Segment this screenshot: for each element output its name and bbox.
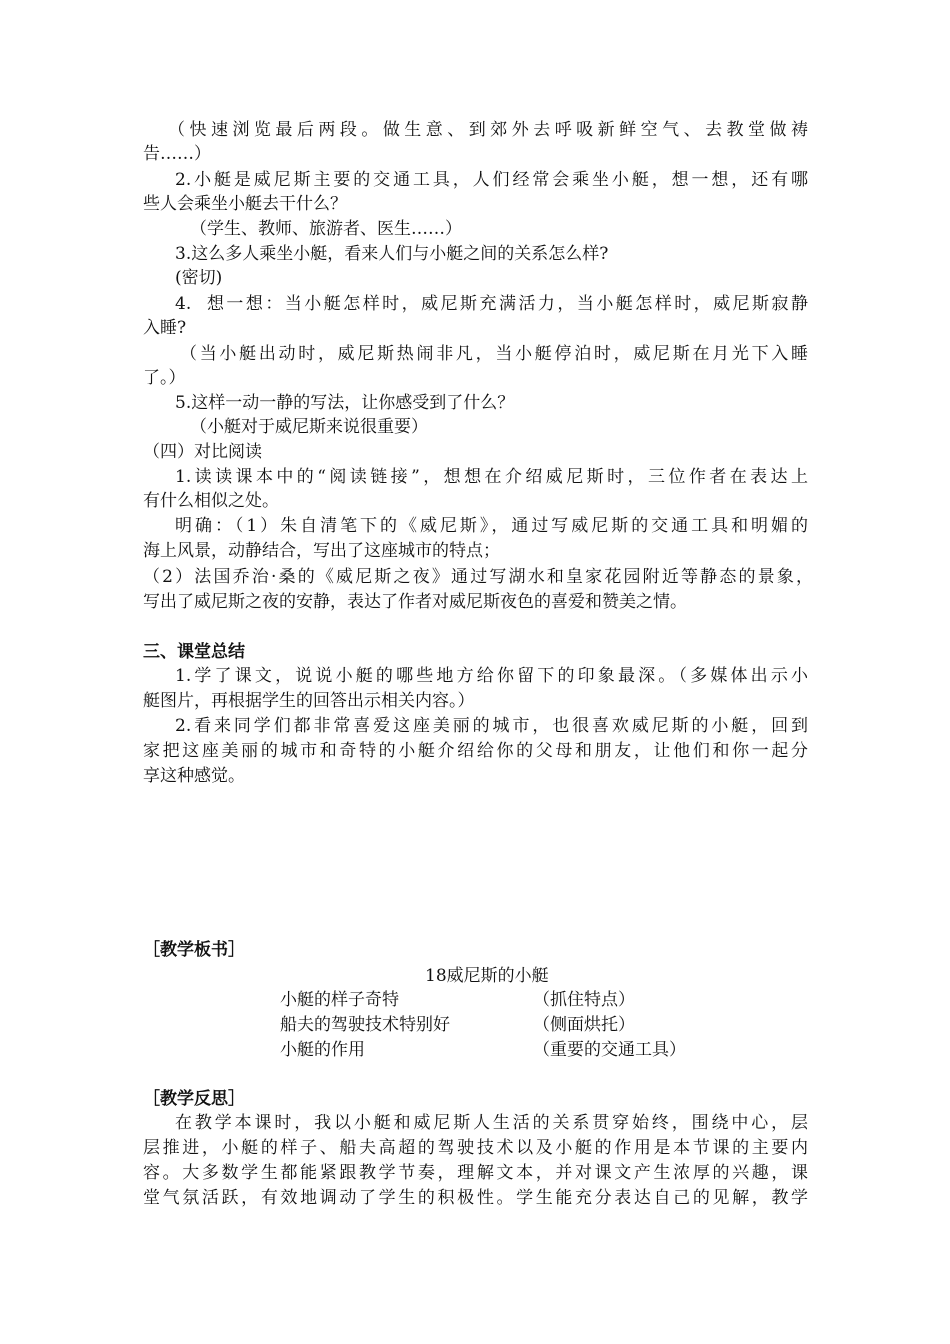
clarify-line-2: 海上风景，动静结合，写出了这座城市的特点；: [143, 541, 500, 561]
question-4-answer-line-2: 了。）: [143, 368, 186, 388]
question-5-answer: （小艇对于威尼斯来说很重要）: [190, 417, 428, 437]
board-row-3-left: 小艇的作用: [280, 1040, 365, 1060]
question-3: 3.这么多人乘坐小艇，看来人们与小艇之间的关系怎么样?: [175, 244, 609, 264]
summary-item-2-line-1: 2.看来同学们都非常喜爱这座美丽的城市，也很喜欢威尼斯的小艇，回到: [175, 716, 808, 736]
compare-question-line-1: 1.读读课本中的“阅读链接”，想想在介绍威尼斯时，三位作者在表达上: [175, 467, 808, 487]
q1-answer-line-1: （快速浏览最后两段。做生意、到郊外去呼吸新鲜空气、去教堂做祷: [168, 120, 808, 140]
reflection-heading: ［教学反思］: [143, 1089, 245, 1109]
summary-item-1-line-1: 1.学了课文，说说小艇的哪些地方给你留下的印象最深。（多媒体出示小: [175, 666, 808, 686]
q1-answer-line-2: 告……）: [143, 144, 211, 164]
reflection-line-2: 层推进，小艇的样子、船夫高超的驾驶技术以及小艇的作用是本节课的主要内: [143, 1138, 808, 1158]
board-row-3-right: （重要的交通工具）: [533, 1040, 686, 1060]
question-2-answer: （学生、教师、旅游者、医生……）: [190, 219, 462, 239]
reflection-line-4: 堂气氛活跃，有效地调动了学生的积极性。学生能充分表达自己的见解，教学: [143, 1188, 808, 1208]
board-row-1-left: 小艇的样子奇特: [280, 990, 399, 1010]
question-2-line-1: 2.小艇是威尼斯主要的交通工具，人们经常会乘坐小艇，想一想，还有哪: [175, 170, 808, 190]
clarify-line-1: 明确：（1）朱自清笔下的《威尼斯》，通过写威尼斯的交通工具和明媚的: [175, 516, 808, 536]
board-heading: ［教学板书］: [143, 940, 245, 960]
board-row-1-right: （抓住特点）: [533, 990, 635, 1010]
question-4-line-1: 4. 想一想：当小艇怎样时，威尼斯充满活力，当小艇怎样时，威尼斯寂静: [175, 294, 808, 314]
summary-item-2-line-2: 家把这座美丽的城市和奇特的小艇介绍给你的父母和朋友，让他们和你一起分: [143, 741, 808, 761]
board-row-2-left: 船夫的驾驶技术特别好: [280, 1015, 450, 1035]
reflection-line-1: 在教学本课时，我以小艇和威尼斯人生活的关系贯穿始终，围绕中心，层: [175, 1113, 808, 1133]
reflection-line-3: 容。大多数学生都能紧跟教学节奏，理解文本，并对课文产生浓厚的兴趣，课: [143, 1163, 808, 1183]
subsection-4-heading: （四）对比阅读: [143, 442, 262, 462]
question-4-line-2: 入睡?: [143, 318, 187, 338]
board-row-2-right: （侧面烘托）: [533, 1015, 635, 1035]
summary-item-2-line-3: 享这种感觉。: [143, 766, 245, 786]
section-3-heading: 三、课堂总结: [143, 642, 245, 662]
board-title: 18威尼斯的小艇: [425, 966, 549, 986]
question-2-line-2: 些人会乘坐小艇去干什么？: [143, 194, 347, 214]
clarify-2-line-1: （2）法国乔治·桑的《威尼斯之夜》通过写湖水和皇家花园附近等静态的景象，: [143, 567, 813, 587]
question-4-answer-line-1: （当小艇出动时，威尼斯热闹非凡，当小艇停泊时，威尼斯在月光下入睡: [180, 344, 808, 364]
summary-item-1-line-2: 艇图片，再根据学生的回答出示相关内容。）: [143, 691, 475, 711]
question-3-answer: (密切): [175, 268, 223, 288]
clarify-2-line-2: 写出了威尼斯之夜的安静，表达了作者对威尼斯夜色的喜爱和赞美之情。: [143, 592, 687, 612]
compare-question-line-2: 有什么相似之处。: [143, 491, 279, 511]
question-5: 5.这样一动一静的写法，让你感受到了什么？: [175, 393, 515, 413]
